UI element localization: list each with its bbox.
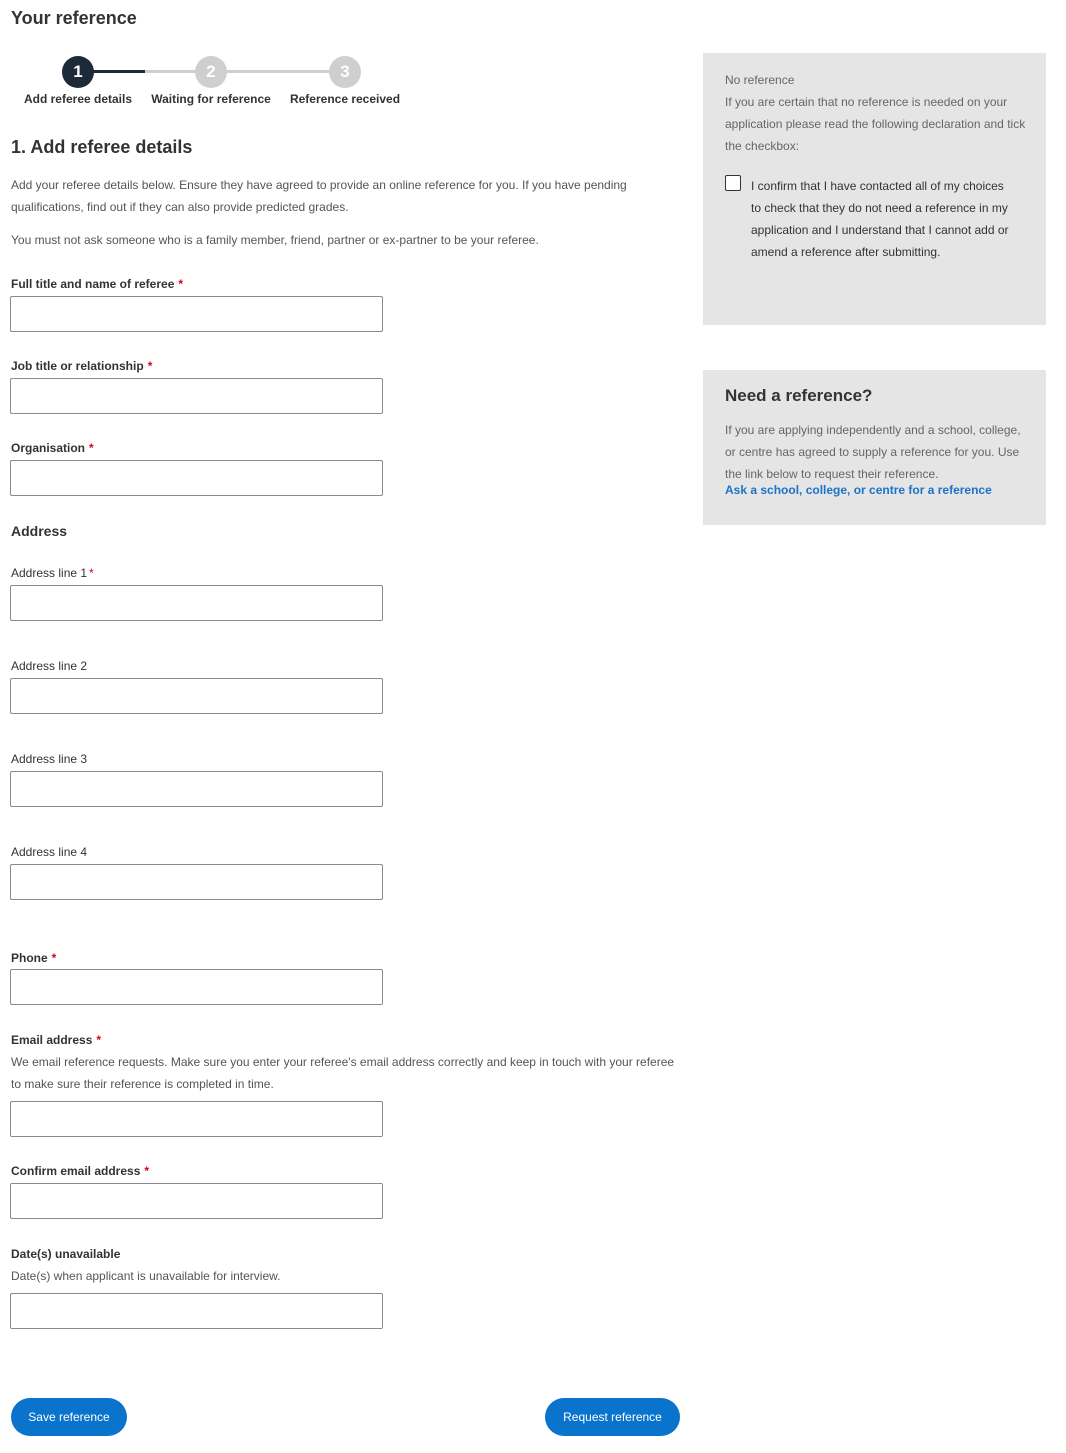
full-name-label-text: Full title and name of referee	[11, 277, 175, 291]
no-reference-title: No reference	[725, 73, 795, 87]
email-input[interactable]	[10, 1101, 383, 1137]
no-reference-panel	[703, 53, 1046, 325]
need-reference-panel	[703, 370, 1046, 525]
dates-unavailable-input[interactable]	[10, 1293, 383, 1329]
dates-unavailable-help: Date(s) when applicant is unavailable for interview.	[11, 1269, 281, 1283]
address-line-3-input[interactable]	[10, 771, 383, 807]
email-help-text: We email reference requests. Make sure you enter your referee's email address correctly and keep in touch with your referee to make sure their reference is completed in time.	[11, 1055, 675, 1091]
step-3-circle: 3	[329, 56, 361, 88]
step-1-label: Add referee details	[23, 92, 133, 106]
email-label	[11, 1033, 101, 1047]
organisation-label-text: Organisation	[11, 441, 86, 455]
phone-label	[11, 951, 56, 965]
step-3-label: Reference received	[289, 92, 401, 106]
organisation-input[interactable]	[10, 460, 383, 496]
required-mark: *	[147, 359, 153, 373]
full-name-label	[11, 277, 183, 291]
request-reference-button[interactable]: Request reference	[545, 1398, 680, 1436]
address-line-4-input[interactable]	[10, 864, 383, 900]
no-reference-checkbox[interactable]	[725, 175, 741, 191]
address-line-4-label: Address line 4	[11, 845, 88, 859]
step-2-circle: 2	[195, 56, 227, 88]
full-name-input[interactable]	[10, 296, 383, 332]
step-2-label: Waiting for reference	[151, 92, 271, 106]
confirm-email-input[interactable]	[10, 1183, 383, 1219]
required-mark: *	[96, 1033, 102, 1047]
job-title-label-text: Job title or relationship	[11, 359, 144, 373]
required-mark: *	[89, 441, 94, 455]
address-line-2-input[interactable]	[10, 678, 383, 714]
address-heading: Address	[11, 523, 68, 539]
need-reference-text: If you are applying independently and a school, college, or centre has agreed to supply a reference for you. Use the link below to request their reference.	[725, 423, 1021, 481]
address-line-1-label	[11, 566, 94, 580]
address-line-3-label: Address line 3	[11, 752, 88, 766]
confirm-email-label-text: Confirm email address	[11, 1164, 141, 1178]
required-mark: *	[144, 1164, 150, 1178]
step-1-circle: 1	[62, 56, 94, 88]
no-reference-text: If you are certain that no reference is needed on your application please read the following declaration and tick the checkbox:	[725, 95, 1026, 153]
need-reference-title: Need a reference?	[725, 386, 873, 405]
intro-text: Add your referee details below. Ensure they have agreed to provide an online reference for you. If you have pending qualifications, find out if they can also provide predicted grades.	[11, 178, 627, 214]
phone-label-text: Phone	[11, 951, 48, 965]
email-label-text: Email address	[11, 1033, 93, 1047]
step-connector-2	[145, 70, 345, 73]
required-mark: *	[178, 277, 184, 291]
confirm-email-label	[11, 1164, 149, 1178]
address-line-1-input[interactable]	[10, 585, 383, 621]
save-reference-button[interactable]: Save reference	[11, 1398, 127, 1436]
required-mark: *	[89, 566, 94, 580]
required-mark: *	[51, 951, 57, 965]
ask-school-reference-link[interactable]: Ask a school, college, or centre for a reference	[725, 483, 992, 497]
job-title-label	[11, 359, 152, 373]
job-title-input[interactable]	[10, 378, 383, 414]
address-line-2-label: Address line 2	[11, 659, 88, 673]
section-title: 1. Add referee details	[11, 137, 193, 157]
no-reference-checkbox-label[interactable]: I confirm that I have contacted all of my choices to check that they do not need a reference in my application and I understand that I cannot add or amend a reference after submitting.	[751, 179, 1009, 259]
address-line-1-label-text: Address line 1	[11, 566, 88, 580]
dates-unavailable-label: Date(s) unavailable	[11, 1247, 121, 1261]
progress-stepper	[0, 54, 420, 114]
referee-restriction-text: You must not ask someone who is a family member, friend, partner or ex-partner to be your referee.	[11, 233, 539, 247]
organisation-label	[11, 441, 94, 455]
phone-input[interactable]	[10, 969, 383, 1005]
page-title: Your reference	[11, 8, 137, 28]
